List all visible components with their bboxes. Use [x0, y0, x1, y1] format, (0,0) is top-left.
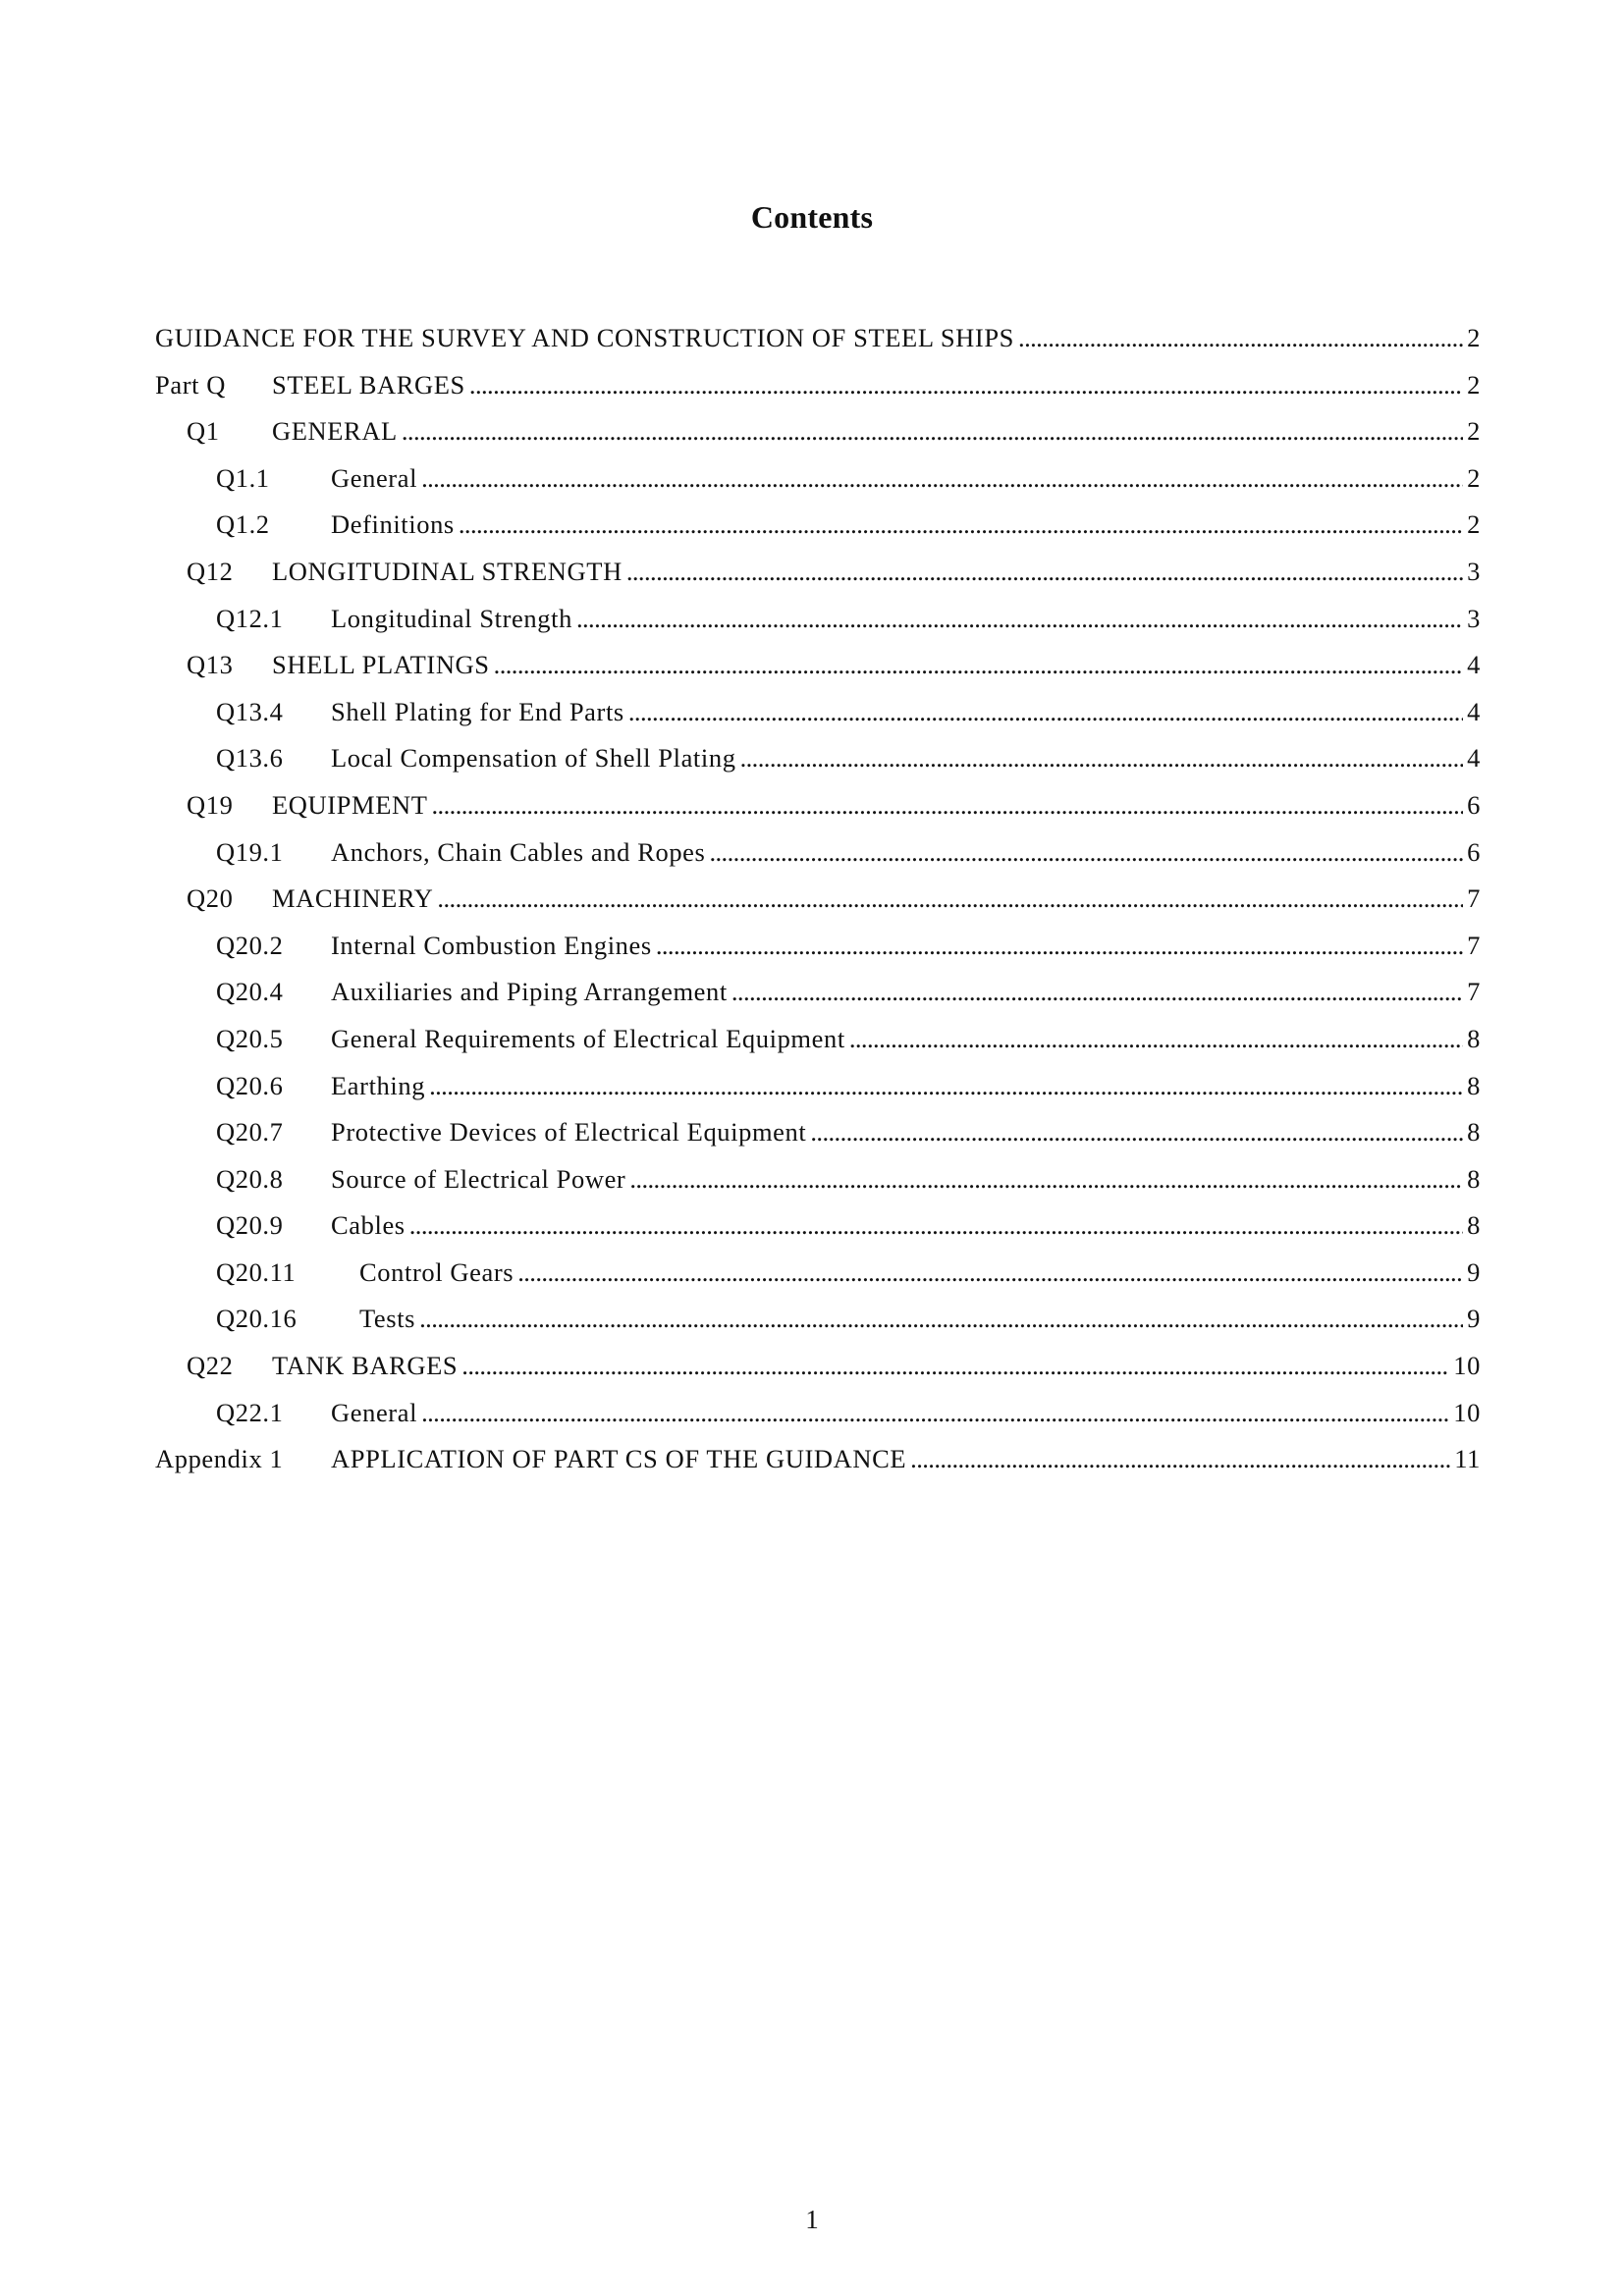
toc-entry-page: 4	[1467, 696, 1481, 726]
toc-entry-number: Q1.2	[216, 509, 270, 540]
toc-dot-leader	[432, 787, 1464, 823]
toc-dot-leader	[517, 1255, 1463, 1290]
toc-dot-leader	[494, 647, 1464, 682]
toc-entry-page: 6	[1467, 789, 1481, 820]
toc-dot-leader	[628, 694, 1463, 729]
toc-dot-leader	[402, 413, 1463, 449]
page-number: 1	[805, 2205, 819, 2234]
toc-entry-number: Q20.11	[216, 1256, 297, 1287]
toc-entry[interactable]	[155, 881, 1481, 928]
toc-entry-page: 4	[1467, 743, 1481, 774]
toc-entry-title: LONGITUDINAL STRENGTH	[272, 556, 623, 586]
toc-entry-number: Q12	[187, 556, 234, 586]
toc-entry[interactable]	[155, 1021, 1481, 1068]
toc-entry-number: Q20.7	[216, 1117, 284, 1148]
toc-entry-page: 2	[1467, 369, 1481, 400]
toc-entry-page: 2	[1467, 323, 1481, 352]
toc-entry-page: 3	[1467, 556, 1481, 586]
toc-entry-title: Internal Combustion Engines	[331, 930, 652, 960]
toc-entry[interactable]	[155, 834, 1481, 881]
toc-entry-title: Protective Devices of Electrical Equipment	[331, 1117, 807, 1148]
toc-dot-leader	[429, 1068, 1463, 1103]
toc-dot-leader	[461, 1348, 1449, 1383]
toc-entry-title: Earthing	[331, 1070, 426, 1100]
toc-dot-leader	[409, 1207, 1463, 1243]
toc-entry-number: Q13.6	[216, 743, 284, 774]
toc-entry[interactable]	[155, 460, 1481, 507]
toc-dot-leader	[849, 1021, 1463, 1056]
toc-entry[interactable]	[155, 740, 1481, 787]
toc-dot-leader	[731, 974, 1463, 1009]
toc-entry-title: SHELL PLATINGS	[272, 650, 490, 680]
toc-entry-page: 8	[1467, 1210, 1481, 1241]
toc-dot-leader	[576, 601, 1463, 636]
toc-entry-title: Shell Plating for End Parts	[331, 696, 624, 726]
toc-entry[interactable]	[155, 554, 1481, 601]
toc-entry-title: Anchors, Chain Cables and Ropes	[331, 836, 706, 867]
toc-dot-leader	[421, 1395, 1449, 1430]
toc-entry-number: Q1.1	[216, 462, 270, 493]
toc-dot-leader	[421, 460, 1463, 496]
toc-entry-page: 9	[1467, 1256, 1481, 1287]
toc-entry-number: Q20.4	[216, 977, 284, 1007]
toc-entry-page: 9	[1467, 1304, 1481, 1334]
toc-entry-number: Q1	[187, 416, 220, 447]
toc-dot-leader	[810, 1114, 1463, 1149]
toc-entry[interactable]	[155, 1395, 1481, 1442]
toc-entry[interactable]	[155, 1255, 1481, 1302]
toc-entry-title: Longitudinal Strength	[331, 603, 572, 633]
toc-entry-number: Q13.4	[216, 696, 284, 726]
toc-entry[interactable]	[155, 787, 1481, 834]
toc-entry-page: 10	[1453, 1351, 1481, 1381]
toc-dot-leader	[419, 1301, 1463, 1336]
toc-dot-leader	[1018, 320, 1463, 355]
toc-entry-title: Definitions	[331, 509, 455, 540]
toc-entry[interactable]	[155, 1441, 1481, 1488]
toc-entry-title: EQUIPMENT	[272, 789, 428, 820]
toc-entry-title: Control Gears	[359, 1256, 514, 1287]
toc-entry-page: 6	[1467, 836, 1481, 867]
toc-entry-title: GENERAL	[272, 416, 398, 447]
toc-entry-title: APPLICATION OF PART CS OF THE GUIDANCE	[331, 1444, 907, 1474]
table-of-contents	[155, 320, 1481, 1488]
toc-entry[interactable]	[155, 974, 1481, 1021]
toc-entry-number: Q20.6	[216, 1070, 284, 1100]
toc-entry-number: Q19.1	[216, 836, 284, 867]
toc-entry-title: General	[331, 462, 418, 493]
toc-entry-page: 7	[1467, 930, 1481, 960]
toc-entry-page: 8	[1467, 1070, 1481, 1100]
toc-entry[interactable]	[155, 507, 1481, 554]
toc-entry-page: 2	[1467, 462, 1481, 493]
toc-entry-number: Q22	[187, 1351, 234, 1381]
toc-dot-leader	[437, 881, 1463, 916]
page-title: Contents	[750, 199, 874, 235]
toc-dot-leader	[626, 554, 1463, 589]
toc-entry-page: 8	[1467, 1117, 1481, 1148]
toc-entry-number: Q13	[187, 650, 234, 680]
toc-entry-number: Q20.5	[216, 1023, 284, 1053]
toc-entry-title: Source of Electrical Power	[331, 1163, 626, 1194]
toc-entry-number: Part Q	[155, 369, 227, 400]
toc-entry[interactable]	[155, 413, 1481, 460]
toc-entry[interactable]	[155, 1068, 1481, 1115]
toc-entry-number: Q20.16	[216, 1304, 298, 1334]
toc-entry[interactable]	[155, 694, 1481, 741]
toc-entry[interactable]	[155, 1207, 1481, 1255]
toc-dot-leader	[910, 1441, 1450, 1476]
toc-entry-number: Q12.1	[216, 603, 284, 633]
toc-entry-title: GUIDANCE FOR THE SURVEY AND CONSTRUCTION OF STEEL SHIPS	[155, 323, 1015, 352]
toc-entry[interactable]	[155, 1348, 1481, 1395]
toc-entry[interactable]	[155, 1114, 1481, 1161]
toc-entry-number: Q19	[187, 789, 234, 820]
toc-dot-leader	[629, 1161, 1463, 1197]
toc-entry-title: General	[331, 1397, 418, 1427]
toc-dot-leader	[656, 928, 1463, 963]
toc-dot-leader	[459, 507, 1463, 542]
toc-entry-number: Appendix 1	[155, 1444, 284, 1474]
toc-entry-number: Q20.9	[216, 1210, 284, 1241]
toc-entry-title: Cables	[331, 1210, 406, 1241]
toc-entry-title: General Requirements of Electrical Equipment	[331, 1023, 845, 1053]
toc-entry-page: 4	[1467, 650, 1481, 680]
toc-entry[interactable]	[155, 647, 1481, 694]
toc-entry-number: Q20.2	[216, 930, 284, 960]
toc-entry-page: 8	[1467, 1023, 1481, 1053]
toc-entry[interactable]	[155, 928, 1481, 975]
toc-entry-number: Q20	[187, 883, 234, 914]
toc-entry-title: Auxiliaries and Piping Arrangement	[331, 977, 728, 1007]
toc-entry-page: 7	[1467, 883, 1481, 914]
toc-entry-page: 2	[1467, 416, 1481, 447]
toc-entry-title: Tests	[359, 1304, 416, 1334]
toc-entry-title: TANK BARGES	[272, 1351, 459, 1381]
toc-entry-page: 7	[1467, 977, 1481, 1007]
toc-entry-title: Local Compensation of Shell Plating	[331, 743, 736, 774]
toc-dot-leader	[469, 367, 1463, 402]
toc-entry[interactable]	[155, 601, 1481, 648]
toc-dot-leader	[709, 834, 1463, 870]
toc-entry[interactable]	[155, 1161, 1481, 1208]
toc-entry[interactable]	[155, 367, 1481, 414]
toc-dot-leader	[740, 740, 1464, 775]
toc-entry-title: STEEL BARGES	[272, 369, 465, 400]
toc-entry-page: 3	[1467, 603, 1481, 633]
toc-entry-page: 10	[1453, 1397, 1481, 1427]
toc-entry[interactable]	[155, 320, 1481, 367]
toc-entry-title: MACHINERY	[272, 883, 434, 914]
toc-entry-number: Q20.8	[216, 1163, 284, 1194]
toc-entry-page: 2	[1467, 509, 1481, 540]
toc-entry-number: Q22.1	[216, 1397, 284, 1427]
toc-entry-page: 11	[1454, 1444, 1481, 1474]
toc-entry-page: 8	[1467, 1163, 1481, 1194]
toc-entry[interactable]	[155, 1301, 1481, 1348]
